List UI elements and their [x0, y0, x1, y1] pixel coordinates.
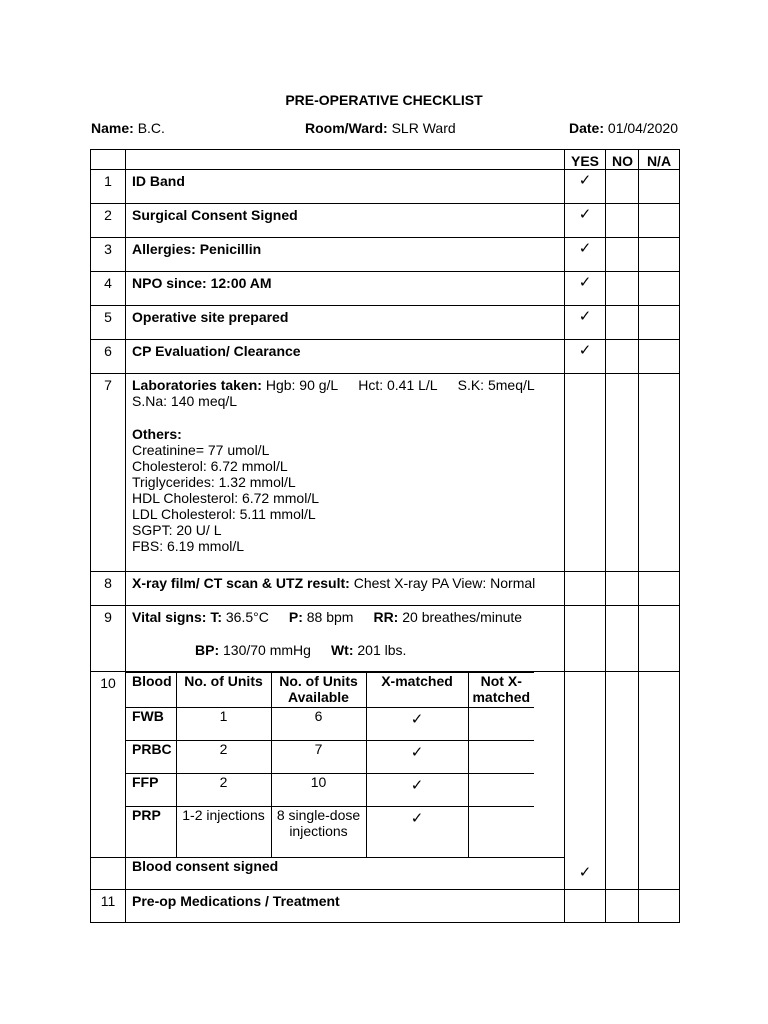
room-ward: Room/Ward: SLR Ward: [305, 120, 456, 136]
premeds-no-cell[interactable]: [606, 889, 639, 922]
xray-cell: [126, 572, 565, 606]
blood-table: [126, 672, 534, 857]
blood-no-cell[interactable]: [606, 672, 639, 890]
item-number: 6: [91, 340, 126, 374]
labs-no-cell[interactable]: [606, 374, 639, 572]
xmatched-cell[interactable]: [366, 741, 468, 774]
rr-value: 20 breathes/minute: [402, 609, 523, 625]
labs-label: Laboratories taken:: [132, 377, 262, 393]
blood-row: [91, 672, 680, 858]
item-na-cell[interactable]: [639, 306, 680, 340]
labs-na-cell[interactable]: [639, 374, 680, 572]
blood-column-header: Not X-matched: [468, 673, 534, 708]
item-number: 3: [91, 238, 126, 272]
others-label: Others:: [132, 426, 182, 442]
na-column-header: N/A: [639, 150, 680, 170]
available-value: 8 single-dose injections: [271, 807, 366, 857]
premeds-label: Pre-op Medications / Treatment: [126, 889, 565, 922]
item-number: 2: [91, 204, 126, 238]
check-mark-icon: ✓: [578, 206, 592, 223]
blood-table-row: [126, 774, 534, 807]
blood-header-row: [126, 673, 534, 708]
available-value: 10: [271, 774, 366, 807]
item-no-cell[interactable]: [606, 272, 639, 306]
xmatched-cell[interactable]: [366, 807, 468, 857]
vitals-row: [91, 606, 680, 672]
vitals-yes-cell[interactable]: [565, 606, 606, 672]
not-xmatched-cell[interactable]: [468, 708, 534, 741]
hgb-value: Hgb: 90 g/L: [265, 377, 339, 393]
check-mark-icon: ✓: [410, 777, 424, 794]
units-value: 1-2 injections: [176, 807, 271, 857]
item-label: CP Evaluation/ Clearance: [126, 340, 565, 374]
check-mark-icon: ✓: [578, 342, 592, 359]
item-label: ID Band: [126, 170, 565, 204]
blood-table-row: [126, 708, 534, 741]
premeds-row: [91, 889, 680, 922]
check-mark-icon: ✓: [410, 810, 424, 827]
yes-column-header: YES: [565, 150, 606, 170]
check-mark-icon: ✓: [578, 274, 592, 291]
page-title: PRE-OPERATIVE CHECKLIST: [285, 92, 483, 108]
pulse-label: P:: [288, 609, 303, 625]
date: Date: 01/04/2020: [569, 120, 678, 136]
lab-result: LDL Cholesterol: 5.11 mmol/L: [132, 506, 316, 522]
not-xmatched-cell[interactable]: [468, 741, 534, 774]
blood-type: FFP: [126, 774, 176, 807]
blood-table-row: [126, 807, 534, 857]
vitals-line: [132, 642, 558, 658]
check-mark-icon: ✓: [578, 863, 592, 881]
item-yes-cell[interactable]: [565, 170, 606, 204]
blood-consent-label: Blood consent signed: [126, 857, 565, 889]
sk-value: S.K: 5meq/L: [457, 377, 535, 393]
not-xmatched-cell[interactable]: [468, 807, 534, 857]
item-number: 4: [91, 272, 126, 306]
item-number: 8: [91, 572, 126, 606]
lab-result: Creatinine= 77 umol/L: [132, 442, 270, 458]
xray-label: X-ray film/ CT scan & UTZ result:: [132, 575, 350, 591]
blood-yes-cell[interactable]: [565, 672, 606, 890]
bp-label: BP:: [195, 642, 220, 658]
checklist-table: [90, 149, 680, 923]
no-column-header: NO: [606, 150, 639, 170]
xmatched-cell[interactable]: [366, 708, 468, 741]
labs-row: [91, 374, 680, 572]
blood-column-header: X-matched: [366, 673, 468, 708]
checklist-row: [91, 170, 680, 204]
item-number: 7: [91, 374, 126, 572]
blood-table-row: [126, 741, 534, 774]
lab-result: SGPT: 20 U/ L: [132, 522, 222, 538]
units-value: 1: [176, 708, 271, 741]
blood-na-cell[interactable]: [639, 672, 680, 890]
sna-value: S.Na: 140 meq/L: [132, 393, 238, 409]
item-yes-cell[interactable]: [565, 204, 606, 238]
item-na-cell[interactable]: [639, 238, 680, 272]
checklist-row: [91, 306, 680, 340]
item-number: 11: [91, 889, 126, 922]
xray-no-cell[interactable]: [606, 572, 639, 606]
item-number: 1: [91, 170, 126, 204]
blood-consent-num-cell: [91, 857, 126, 889]
available-value: 7: [271, 741, 366, 774]
item-yes-cell[interactable]: [565, 272, 606, 306]
pulse-value: 88 bpm: [306, 609, 354, 625]
item-label: Surgical Consent Signed: [126, 204, 565, 238]
item-na-cell[interactable]: [639, 340, 680, 374]
premeds-na-cell[interactable]: [639, 889, 680, 922]
item-no-cell[interactable]: [606, 204, 639, 238]
item-label: NPO since: 12:00 AM: [126, 272, 565, 306]
item-no-cell[interactable]: [606, 340, 639, 374]
units-value: 2: [176, 741, 271, 774]
patient-name-value: B.C.: [137, 120, 165, 136]
not-xmatched-cell[interactable]: [468, 774, 534, 807]
hct-value: Hct: 0.41 L/L: [358, 377, 438, 393]
lab-result: FBS: 6.19 mmol/L: [132, 538, 245, 554]
premeds-yes-cell[interactable]: [565, 889, 606, 922]
lab-result: HDL Cholesterol: 6.72 mmol/L: [132, 490, 320, 506]
labs-line: [132, 377, 558, 393]
checklist-row: [91, 340, 680, 374]
temp-value: 36.5°C: [225, 609, 269, 625]
available-value: 6: [271, 708, 366, 741]
vitals-line: [132, 609, 558, 625]
lab-result: Triglycerides: 1.32 mmol/L: [132, 474, 296, 490]
units-value: 2: [176, 774, 271, 807]
blood-column-header: No. of Units: [176, 673, 271, 708]
vitals-label: Vital signs:: [132, 609, 207, 625]
temp-label: T:: [210, 609, 222, 625]
xray-row: [91, 572, 680, 606]
check-mark-icon: ✓: [578, 308, 592, 325]
bp-value: 130/70 mmHg: [223, 642, 311, 658]
room-ward-value: SLR Ward: [391, 120, 456, 136]
item-number: 5: [91, 306, 126, 340]
check-mark-icon: ✓: [578, 172, 592, 189]
header-row: [91, 150, 680, 170]
blood-type: FWB: [126, 708, 176, 741]
weight-label: Wt:: [330, 642, 354, 658]
patient-name: Name: B.C.: [91, 120, 165, 136]
header-item-cell: [126, 150, 565, 170]
vitals-cell: [126, 606, 565, 672]
checklist-row: [91, 272, 680, 306]
check-mark-icon: ✓: [578, 240, 592, 257]
item-no-cell[interactable]: [606, 170, 639, 204]
item-na-cell[interactable]: [639, 272, 680, 306]
blood-column-header: No. of Units Available: [271, 673, 366, 708]
item-number: 9: [91, 606, 126, 672]
blood-type: PRBC: [126, 741, 176, 774]
checklist-row: [91, 204, 680, 238]
item-na-cell[interactable]: [639, 204, 680, 238]
lab-result: Cholesterol: 6.72 mmol/L: [132, 458, 288, 474]
item-label: Allergies: Penicillin: [126, 238, 565, 272]
blood-type: PRP: [126, 807, 176, 857]
xray-na-cell[interactable]: [639, 572, 680, 606]
blood-column-header: Blood: [126, 673, 176, 708]
xmatched-cell[interactable]: [366, 774, 468, 807]
item-yes-cell[interactable]: [565, 306, 606, 340]
xray-value: Chest X-ray PA View: Normal: [353, 575, 536, 591]
blood-cell: [126, 672, 565, 858]
header-num-cell: [91, 150, 126, 170]
labs-cell: [126, 374, 565, 572]
item-label: Operative site prepared: [126, 306, 565, 340]
checklist-row: [91, 238, 680, 272]
item-number: 10: [91, 672, 126, 858]
labs-yes-cell[interactable]: [565, 374, 606, 572]
xray-yes-cell[interactable]: [565, 572, 606, 606]
vitals-na-cell[interactable]: [639, 606, 680, 672]
vitals-no-cell[interactable]: [606, 606, 639, 672]
item-na-cell[interactable]: [639, 170, 680, 204]
item-yes-cell[interactable]: [565, 340, 606, 374]
check-mark-icon: ✓: [410, 744, 424, 761]
item-yes-cell[interactable]: [565, 238, 606, 272]
check-mark-icon: ✓: [410, 711, 424, 728]
weight-value: 201 lbs.: [357, 642, 407, 658]
item-no-cell[interactable]: [606, 306, 639, 340]
date-value: 01/04/2020: [607, 120, 678, 136]
item-no-cell[interactable]: [606, 238, 639, 272]
rr-label: RR:: [373, 609, 399, 625]
